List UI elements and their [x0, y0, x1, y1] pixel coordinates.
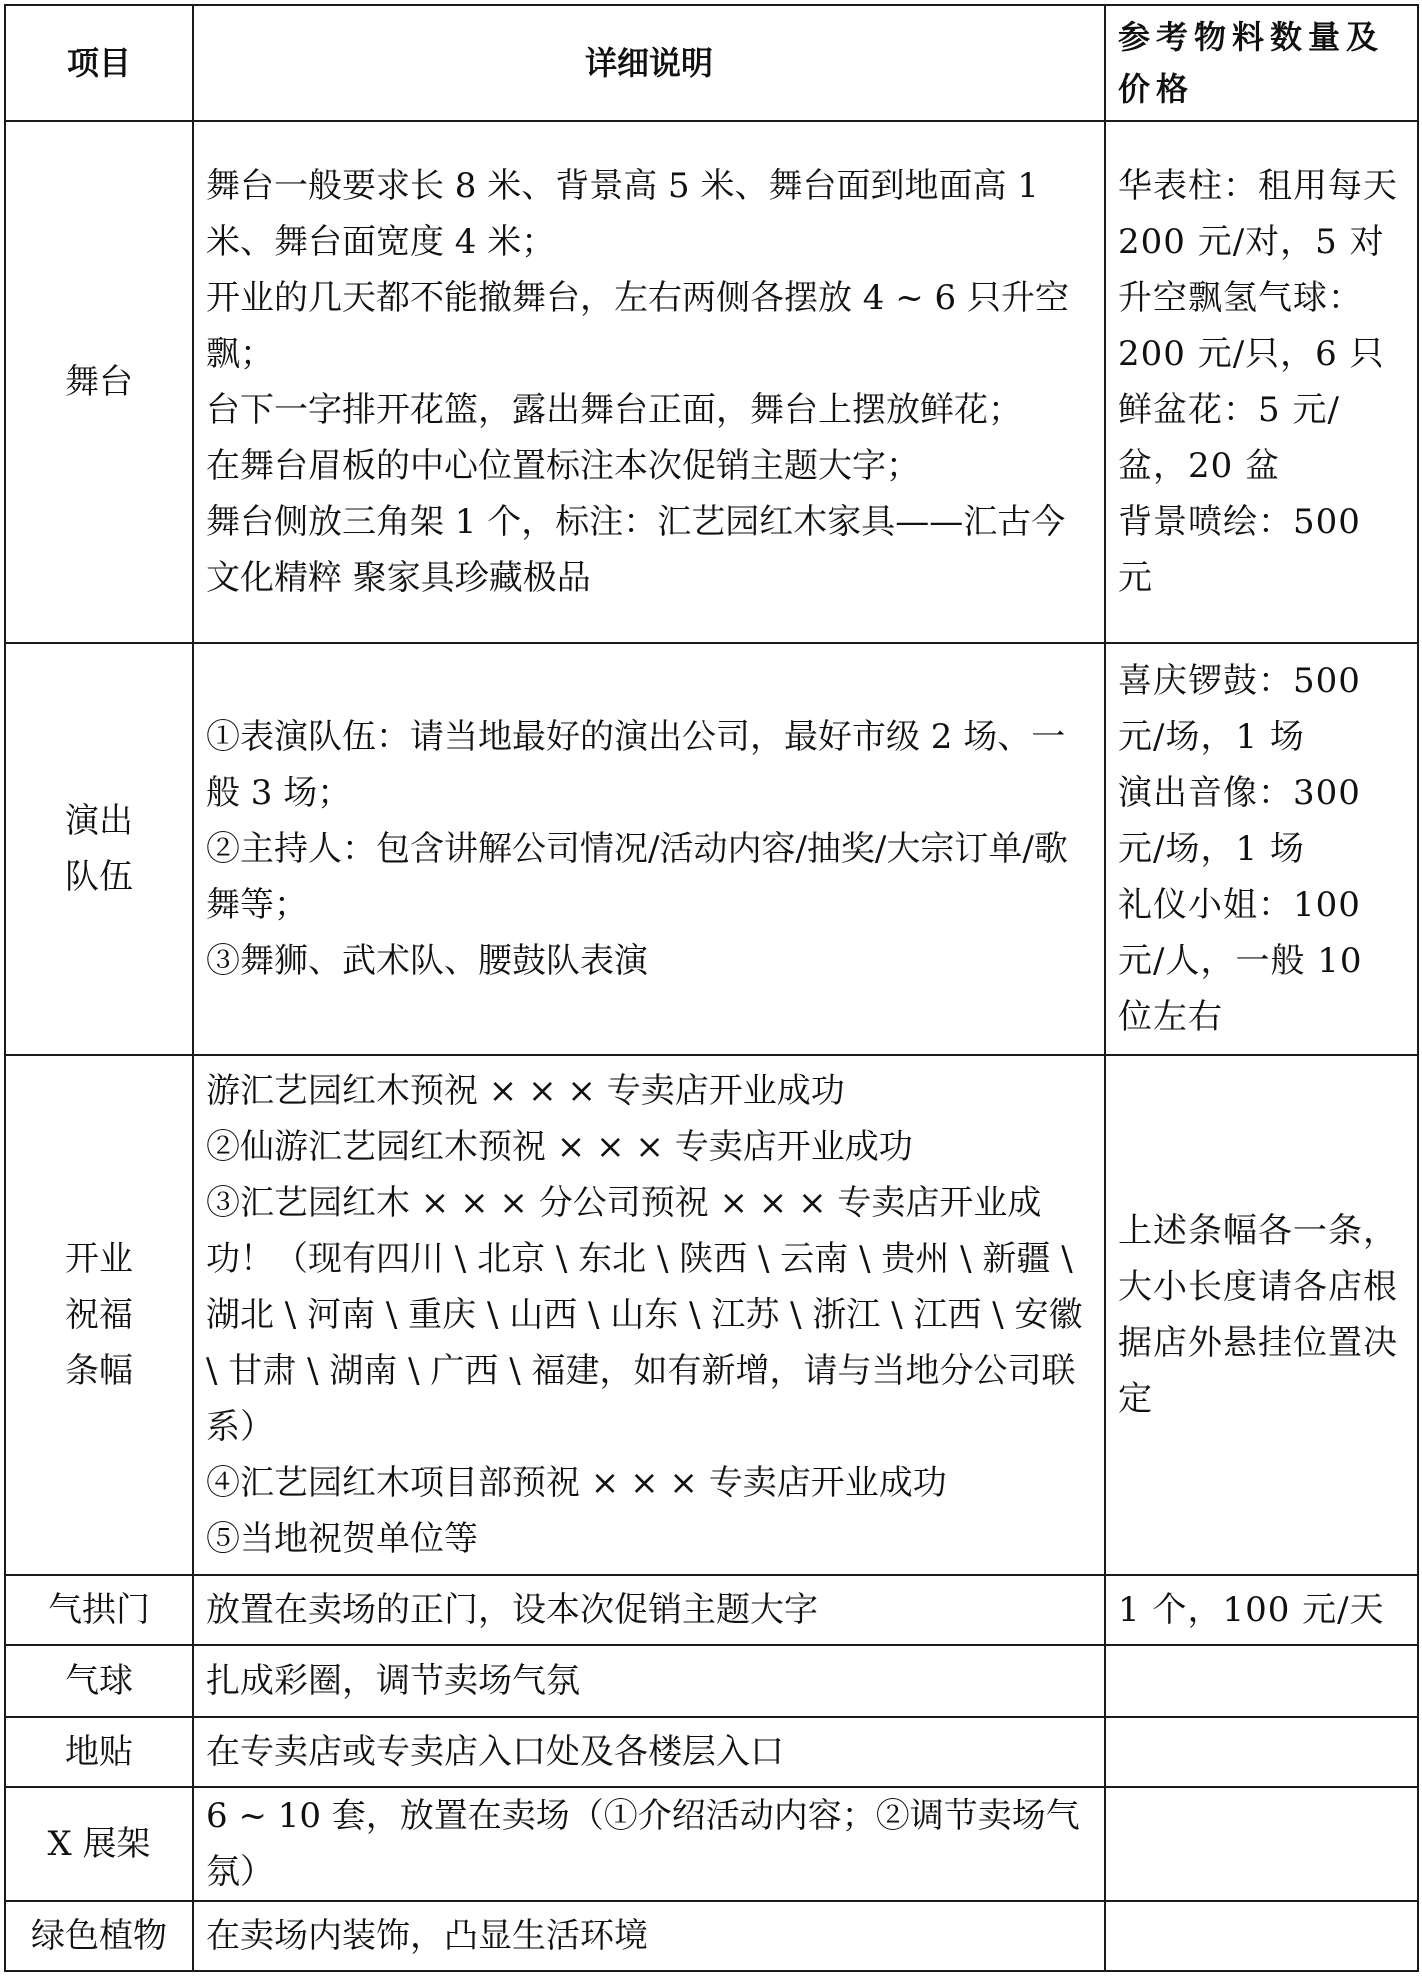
- reference-cell: [1105, 1787, 1418, 1901]
- reference-line: 演出音像：300 元/场，1 场: [1118, 773, 1361, 869]
- item-label: 气拱门: [48, 1590, 150, 1630]
- item-label: 演出: [65, 801, 133, 841]
- table-row: [5, 1055, 1418, 1575]
- reference-line: 喜庆锣鼓：500 元/场，1 场: [1118, 661, 1361, 757]
- description-line: 舞台一般要求长 8 米、背景高 5 米、舞台面到地面高 1 米、舞台面宽度 4 米；: [206, 166, 1039, 262]
- reference-line: 背景喷绘：500 元: [1118, 502, 1361, 598]
- table-row: [5, 1787, 1418, 1901]
- item-label: 地贴: [65, 1732, 133, 1772]
- description-cell: [193, 1901, 1105, 1971]
- reference-cell: [1105, 1717, 1418, 1787]
- description-line: ③舞狮、武术队、腰鼓队表演: [206, 941, 648, 981]
- description-line: ②主持人：包含讲解公司情况/活动内容/抽奖/大宗订单/歌舞等；: [206, 829, 1068, 925]
- item-cell: [5, 1575, 193, 1645]
- description-line: 扎成彩圈，调节卖场气氛: [206, 1661, 580, 1701]
- reference-cell: [1105, 643, 1418, 1055]
- description-line: 在舞台眉板的中心位置标注本次促销主题大字；: [206, 446, 920, 486]
- reference-cell: [1105, 1901, 1418, 1971]
- item-label: 队伍: [65, 857, 133, 897]
- description-line: ①表演队伍：请当地最好的演出公司，最好市级 2 场、一般 3 场；: [206, 717, 1066, 813]
- plan-table: [4, 4, 1419, 1972]
- item-cell: [5, 643, 193, 1055]
- header-item: 项目: [5, 5, 193, 121]
- header-row: [5, 5, 1418, 121]
- table-row: [5, 1717, 1418, 1787]
- table-row: [5, 1645, 1418, 1717]
- item-label: 舞台: [65, 362, 133, 402]
- description-line: 在专卖店或专卖店入口处及各楼层入口: [206, 1732, 784, 1772]
- description-cell: [193, 1787, 1105, 1901]
- reference-line: 鲜盆花：5 元/盆，20 盆: [1118, 390, 1340, 486]
- header-reference: 参考物料数量及价格: [1105, 5, 1418, 121]
- item-label: 条幅: [65, 1351, 133, 1391]
- table-row: [5, 643, 1418, 1055]
- description-line: 放置在卖场的正门，设本次促销主题大字: [206, 1590, 818, 1630]
- item-cell: [5, 1717, 193, 1787]
- item-label: 绿色植物: [31, 1916, 167, 1956]
- description-line: 开业的几天都不能撤舞台，左右两侧各摆放 4 ~ 6 只升空飘；: [206, 278, 1069, 374]
- reference-line: 礼仪小姐：100 元/人，一般 10 位左右: [1118, 885, 1363, 1037]
- table-row: [5, 1901, 1418, 1971]
- description-line: 游汇艺园红木预祝 × × × 专卖店开业成功: [206, 1071, 845, 1111]
- reference-line: 华表柱：租用每天 200 元/对，5 对: [1118, 166, 1398, 262]
- description-cell: [193, 1575, 1105, 1645]
- description-cell: [193, 121, 1105, 643]
- table-row: [5, 1575, 1418, 1645]
- description-line: ⑤当地祝贺单位等: [206, 1519, 478, 1559]
- header-description: 详细说明: [193, 5, 1105, 121]
- reference-cell: [1105, 1645, 1418, 1717]
- description-cell: [193, 1055, 1105, 1575]
- item-label: 气球: [65, 1661, 133, 1701]
- description-line: ③汇艺园红木 × × × 分公司预祝 × × × 专卖店开业成功！（现有四川 \ 北京 \ 东北 \ 陕西 \ 云南 \ 贵州 \ 新疆 \ 湖北 \ 河南 \ 重庆 \ 山西 \ 山东 \ 江苏 \ 浙江 \ 江西 \ 安徽 \ 甘肃 \ 湖南 \ 广西 \ 福建，如有新增，请与当地分公司联系）: [206, 1183, 1083, 1447]
- item-cell: [5, 121, 193, 643]
- item-cell: [5, 1645, 193, 1717]
- item-cell: [5, 1055, 193, 1575]
- reference-line: 升空飘氢气球：200 元/只，6 只: [1118, 278, 1385, 374]
- description-line: ②仙游汇艺园红木预祝 × × × 专卖店开业成功: [206, 1127, 913, 1167]
- item-label: 开业: [65, 1239, 133, 1279]
- item-label: 祝福: [65, 1295, 133, 1335]
- description-cell: [193, 1717, 1105, 1787]
- description-line: 在卖场内装饰，凸显生活环境: [206, 1916, 648, 1956]
- item-label: X 展架: [47, 1824, 151, 1864]
- reference-cell: [1105, 1575, 1418, 1645]
- reference-line: 1 个，100 元/天: [1118, 1590, 1385, 1630]
- description-line: 台下一字排开花篮，露出舞台正面，舞台上摆放鲜花；: [206, 390, 1022, 430]
- description-cell: [193, 1645, 1105, 1717]
- description-cell: [193, 643, 1105, 1055]
- table-row: [5, 121, 1418, 643]
- description-line: 6 ~ 10 套，放置在卖场（①介绍活动内容；②调节卖场气氛）: [206, 1796, 1080, 1892]
- reference-cell: [1105, 121, 1418, 643]
- item-cell: [5, 1787, 193, 1901]
- description-line: ④汇艺园红木项目部预祝 × × × 专卖店开业成功: [206, 1463, 947, 1503]
- reference-line: 上述条幅各一条，大小长度请各店根据店外悬挂位置决定: [1118, 1211, 1398, 1419]
- description-line: 舞台侧放三角架 1 个，标注：汇艺园红木家具——汇古今文化精粹 聚家具珍藏极品: [206, 502, 1066, 598]
- item-cell: [5, 1901, 193, 1971]
- reference-cell: [1105, 1055, 1418, 1575]
